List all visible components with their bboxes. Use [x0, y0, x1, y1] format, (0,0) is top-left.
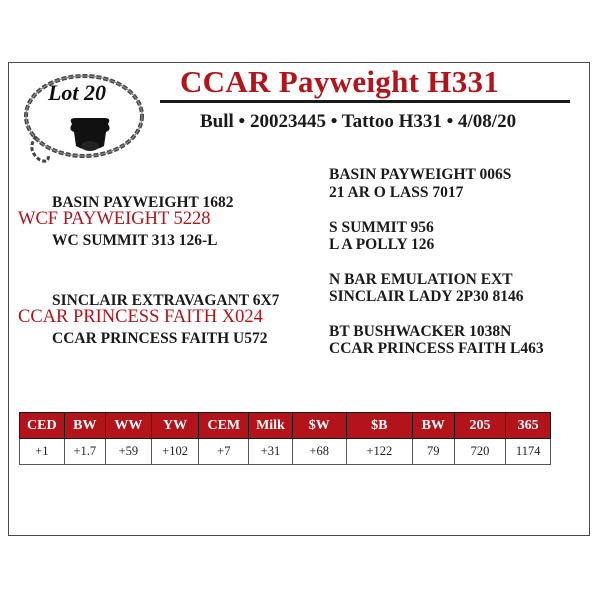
epd-value-actual-bw: 79	[413, 439, 454, 465]
dam-name: CCAR PRINCESS FAITH X024	[18, 307, 263, 327]
lot-label: Lot 20	[47, 80, 107, 105]
dam-granddam: CCAR PRINCESS FAITH U572	[52, 330, 268, 347]
dam-right-2: SINCLAIR LADY 2P30 8146	[329, 288, 524, 305]
bull-head-icon	[70, 118, 109, 151]
epd-header-205: 205	[454, 413, 506, 439]
dam-grandsire: SINCLAIR EXTRAVAGANT 6X7	[52, 292, 280, 309]
epd-header-yw: YW	[151, 413, 199, 439]
epd-header-actual-bw: BW	[413, 413, 454, 439]
sire-name: WCF PAYWEIGHT 5228	[18, 209, 211, 229]
epd-header-bw: BW	[64, 413, 105, 439]
epd-value-205: 720	[454, 439, 506, 465]
epd-header-ww: WW	[106, 413, 152, 439]
sire-right-1: BASIN PAYWEIGHT 006S	[329, 166, 512, 183]
epd-value-365: 1174	[506, 439, 551, 465]
page-title: CCAR Payweight H331	[180, 64, 500, 99]
sire-right-4: L A POLLY 126	[329, 236, 435, 253]
epd-header-cem: CEM	[199, 413, 249, 439]
epd-value-ww: +59	[106, 439, 152, 465]
epd-header-dollar-b: $B	[346, 413, 412, 439]
epd-value-yw: +102	[151, 439, 199, 465]
epd-table	[19, 412, 551, 465]
title-divider	[160, 100, 570, 103]
epd-value-row	[20, 439, 551, 465]
sire-right-2: 21 AR O LASS 7017	[329, 184, 464, 201]
dam-right-3: BT BUSHWACKER 1038N	[329, 323, 512, 340]
epd-header-dollar-w: $W	[292, 413, 346, 439]
epd-header-row	[20, 413, 551, 439]
epd-value-dollar-w: +68	[292, 439, 346, 465]
sire-grandsire: BASIN PAYWEIGHT 1682	[52, 194, 234, 211]
sire-right-3: S SUMMIT 956	[329, 219, 434, 236]
epd-value-milk: +31	[249, 439, 293, 465]
epd-value-bw: +1.7	[64, 439, 105, 465]
epd-header-365: 365	[506, 413, 551, 439]
dam-right-4: CCAR PRINCESS FAITH L463	[329, 340, 544, 357]
epd-header-ced: CED	[20, 413, 65, 439]
epd-value-cem: +7	[199, 439, 249, 465]
epd-value-ced: +1	[20, 439, 65, 465]
sire-granddam: WC SUMMIT 313 126-L	[52, 232, 218, 249]
dam-right-1: N BAR EMULATION EXT	[329, 271, 513, 288]
epd-header-milk: Milk	[249, 413, 293, 439]
animal-info: Bull • 20023445 • Tattoo H331 • 4/08/20	[200, 111, 517, 132]
epd-value-dollar-b: +122	[346, 439, 412, 465]
